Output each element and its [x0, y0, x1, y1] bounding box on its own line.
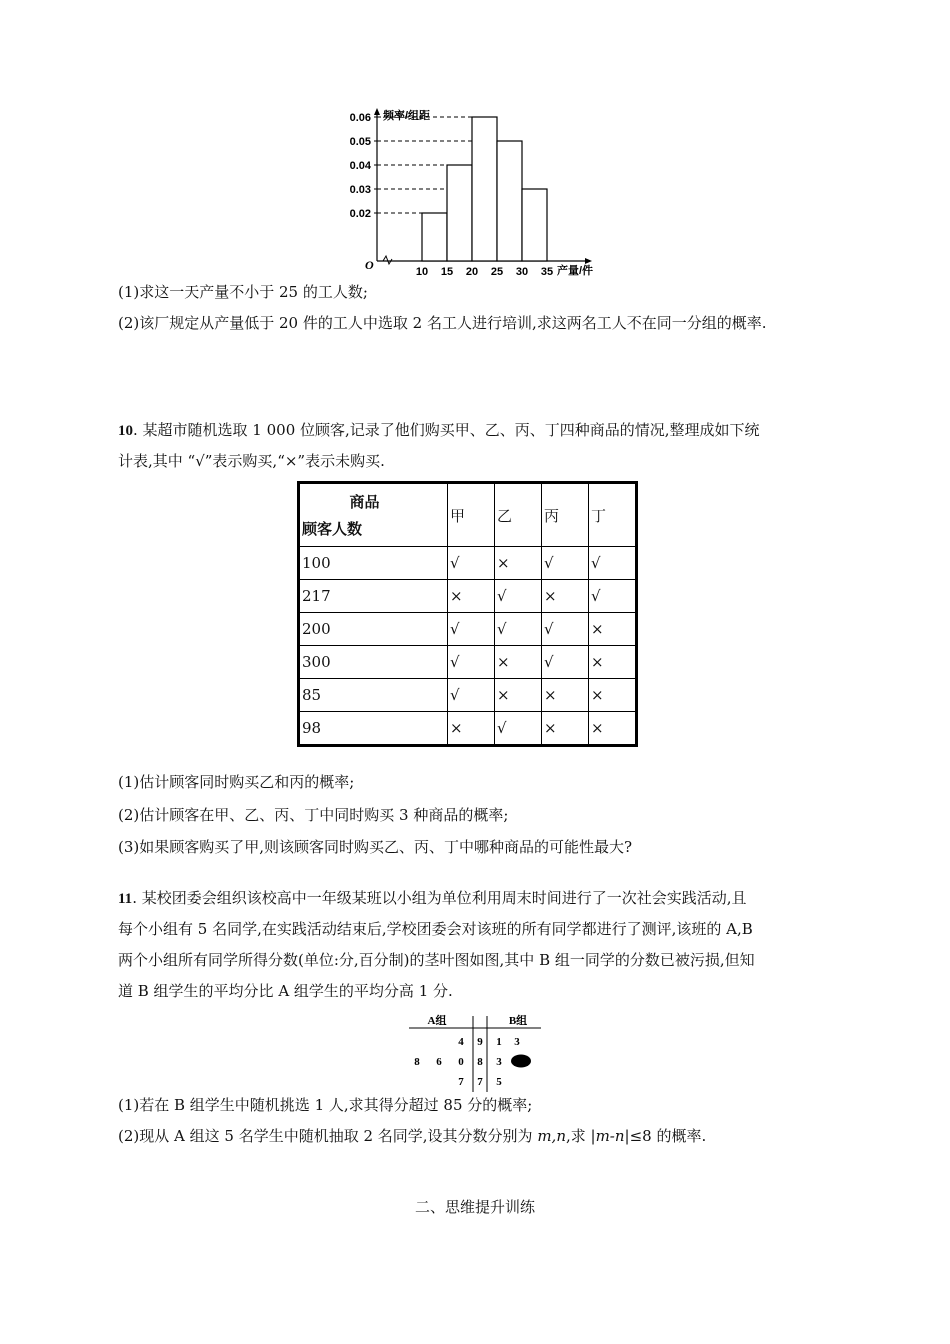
customer-count-cell: 98 — [299, 712, 448, 746]
q10-sub2: (2)估计顾客在甲、乙、丙、丁中同时购买 3 种商品的概率; — [118, 806, 509, 824]
histogram-bar — [447, 165, 472, 261]
x-axis-label: 产量/件 — [557, 265, 594, 277]
table-row — [299, 712, 637, 746]
purchase-mark-cell: √ — [542, 646, 589, 679]
purchase-mark-cell: × — [542, 712, 589, 746]
frequency-histogram — [345, 105, 615, 280]
customer-count-cell: 85 — [299, 679, 448, 712]
q10-sub1: (1)估计顾客同时购买乙和丙的概率; — [118, 773, 355, 791]
q11-sub2-part1: (2)现从 A 组这 5 名学生中随机抽取 2 名同学,设其分数分别为 — [118, 1127, 538, 1145]
a-leaf-digit: 7 — [458, 1076, 464, 1088]
b-leaf-digit: 1 — [496, 1036, 502, 1048]
header-product-yi: 乙 — [495, 483, 542, 547]
customer-count-cell: 100 — [299, 547, 448, 580]
b-leaf-digit: 3 — [514, 1036, 520, 1048]
stem-digit: 9 — [477, 1036, 483, 1048]
group-a-label: A组 — [427, 1015, 447, 1027]
q9-sub1: (1)求这一天产量不小于 25 的工人数; — [118, 283, 368, 301]
q11-stem-line1 — [118, 888, 747, 909]
x-tick-label: 10 — [415, 266, 429, 278]
q11-sub2-diff: m-n — [595, 1127, 625, 1145]
purchase-mark-cell: × — [542, 679, 589, 712]
q10-number: 10 — [118, 423, 133, 439]
purchase-mark-cell: √ — [495, 712, 542, 746]
header-products-label: 商品 — [349, 493, 380, 511]
header-product-bing: 丙 — [542, 483, 589, 547]
q9-sub2: (2)该厂规定从产量低于 20 件的工人中选取 2 名工人进行培训,求这两名工人不在同一分组的概率. — [118, 314, 767, 332]
histogram-bar — [497, 141, 522, 261]
q10-text-line1: . 某超市随机选取 1 000 位顾客,记录了他们购买甲、乙、丙、丁四种商品的情况,整理成如下统 — [133, 421, 760, 439]
x-tick-label: 30 — [515, 266, 529, 278]
purchase-mark-cell: √ — [448, 547, 495, 580]
purchase-mark-cell: × — [495, 679, 542, 712]
y-tick-label: 0.05 — [349, 136, 371, 148]
stem-digit: 8 — [477, 1056, 483, 1068]
q11-text-line1: . 某校团委会组织该校高中一年级某班以小组为单位利用周末时间进行了一次社会实践活动,且 — [132, 889, 747, 907]
purchase-mark-cell: √ — [448, 613, 495, 646]
purchase-mark-cell: × — [448, 712, 495, 746]
q11-number: 11 — [118, 891, 133, 907]
histogram-bar — [472, 117, 497, 261]
purchase-mark-cell: √ — [589, 547, 637, 580]
table-row — [299, 580, 637, 613]
smudge-mark — [511, 1055, 531, 1068]
purchase-mark-cell: √ — [448, 646, 495, 679]
purchase-mark-cell: × — [448, 580, 495, 613]
purchase-mark-cell: × — [495, 547, 542, 580]
q11-stem-line3: 两个小组所有同学所得分数(单位:分,百分制)的茎叶图如图,其中 B 组一同学的分数已被污损,但知 — [118, 951, 755, 969]
purchase-mark-cell: × — [495, 646, 542, 679]
a-leaf-digit: 8 — [414, 1056, 420, 1068]
group-b-label: B组 — [508, 1015, 528, 1027]
axis-break-mark — [383, 256, 392, 264]
q11-stem-line4: 道 B 组学生的平均分比 A 组学生的平均分高 1 分. — [118, 982, 453, 1000]
stem-leaf-plot — [395, 1012, 555, 1092]
table-row — [299, 613, 637, 646]
histogram-bar — [422, 213, 447, 261]
x-tick-label: 20 — [465, 266, 479, 278]
purchase-mark-cell: √ — [495, 613, 542, 646]
y-axis-label: 频率/组距 — [383, 110, 431, 122]
q10-sub3: (3)如果顾客购买了甲,则该顾客同时购买乙、丙、丁中哪种商品的可能性最大? — [118, 838, 633, 856]
customer-count-cell: 217 — [299, 580, 448, 613]
y-tick-label: 0.04 — [349, 160, 371, 172]
purchase-mark-cell: × — [589, 646, 637, 679]
q11-sub2-part2: ,求 | — [565, 1127, 596, 1145]
table-corner-header — [299, 483, 448, 547]
purchase-mark-cell: × — [542, 580, 589, 613]
purchase-mark-cell: √ — [495, 580, 542, 613]
histogram-bar — [522, 189, 547, 261]
table-row — [299, 547, 637, 580]
purchase-mark-cell: √ — [542, 613, 589, 646]
q11-sub2-vars: m,n — [537, 1127, 566, 1145]
purchase-table-body — [299, 483, 637, 746]
x-tick-label: 35 — [540, 266, 554, 278]
x-tick-label: 25 — [490, 266, 504, 278]
q10-stem-line1 — [118, 420, 760, 441]
q10-stem-line2: 计表,其中 “√”表示购买,“×”表示未购买. — [118, 452, 385, 470]
purchase-mark-cell: × — [589, 613, 637, 646]
table-header-row — [299, 483, 637, 547]
q11-sub1: (1)若在 B 组学生中随机挑选 1 人,求其得分超过 85 分的概率; — [118, 1096, 533, 1114]
a-leaf-digit: 4 — [458, 1036, 464, 1048]
customer-count-cell: 300 — [299, 646, 448, 679]
purchase-mark-cell: × — [589, 679, 637, 712]
purchase-mark-cell: √ — [448, 679, 495, 712]
customer-count-cell: 200 — [299, 613, 448, 646]
table-row — [299, 679, 637, 712]
q11-stem-line2: 每个小组有 5 名同学,在实践活动结束后,学校团委会对该班的所有同学都进行了测评,该班的 A,B — [118, 920, 753, 938]
x-axis-arrow — [585, 258, 592, 264]
origin-label: O — [365, 258, 374, 272]
q11-sub2-part3: |≤8 的概率. — [624, 1127, 707, 1145]
y-tick-label: 0.03 — [349, 184, 371, 196]
a-leaf-digit: 0 — [458, 1056, 464, 1068]
x-tick-label: 15 — [440, 266, 454, 278]
header-product-ding: 丁 — [589, 483, 637, 547]
q11-sub2 — [118, 1126, 706, 1146]
purchase-mark-cell: √ — [542, 547, 589, 580]
header-product-jia: 甲 — [448, 483, 495, 547]
header-customers-label: 顾客人数 — [302, 520, 363, 538]
purchase-mark-cell: √ — [589, 580, 637, 613]
y-tick-label: 0.06 — [349, 112, 371, 124]
a-leaf-digit: 6 — [436, 1056, 442, 1068]
table-row — [299, 646, 637, 679]
b-leaf-digit: 3 — [496, 1056, 502, 1068]
y-axis-arrow — [374, 108, 380, 115]
section-title: 二、思维提升训练 — [414, 1198, 535, 1216]
y-tick-label: 0.02 — [349, 208, 371, 220]
stem-digit: 7 — [477, 1076, 483, 1088]
b-leaf-digit: 5 — [496, 1076, 502, 1088]
purchase-table — [297, 481, 638, 747]
purchase-mark-cell: × — [589, 712, 637, 746]
